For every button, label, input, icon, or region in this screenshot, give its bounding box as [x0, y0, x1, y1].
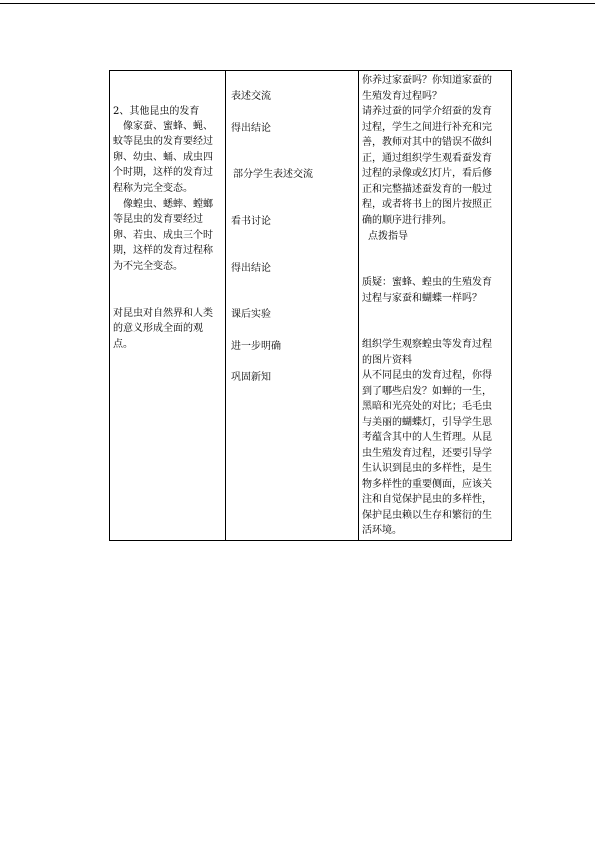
content-line: 卵、若虫、成虫三个时 [113, 230, 213, 241]
guidance-line: 正和完整描述蚕发育的一般过 [362, 184, 492, 195]
guidance-line: 程，或者将书上的图片按照正 [362, 199, 492, 210]
guidance-line: 你养过家蚕吗？你知道家蚕的 [362, 75, 492, 86]
guidance-line: 物多样性的重要侧面，应该关 [362, 479, 492, 490]
step-label: 巩固新知 [231, 372, 271, 383]
guidance-line: 请养过蚕的同学介绍蚕的发育 [362, 106, 492, 117]
step-label: 得出结论 [231, 123, 271, 134]
guidance-line: 过程与家蚕和蝴蝶一样吗？ [362, 293, 482, 304]
content-line: 对昆虫对自然界和人类 [113, 308, 213, 319]
step-label: 看书讨论 [231, 216, 271, 227]
column-divider [225, 71, 226, 540]
lesson-table [109, 70, 512, 541]
content-line: 像家蚕、蜜蜂、蝇、 [123, 121, 213, 132]
guidance-line: 到了哪些启发？如蝉的一生， [362, 386, 492, 397]
header-rule [0, 3, 595, 4]
step-label: 课后实验 [231, 309, 271, 320]
guidance-line: 质疑：蜜蜂、蝗虫的生殖发育 [362, 277, 492, 288]
guidance-line: 生认识到昆虫的多样性，是生 [362, 463, 492, 474]
content-line: 为不完全变态。 [113, 261, 183, 272]
guidance-line: 活环境。 [362, 525, 402, 536]
content-line: 程称为完全变态。 [113, 183, 193, 194]
content-line: 的意义形成全面的观 [113, 323, 203, 334]
step-label: 部分学生表述交流 [233, 169, 313, 180]
guidance-line: 生殖发育过程吗？ [362, 91, 442, 102]
guidance-line: 考蕴含其中的人生哲理。从昆 [362, 432, 492, 443]
guidance-line: 从不同昆虫的发育过程，你得 [362, 370, 492, 381]
guidance-line: 与美丽的蝴蝶灯，引导学生思 [362, 417, 492, 428]
content-line: 点。 [113, 339, 133, 350]
student-activity-column [231, 71, 355, 540]
guidance-line: 组织学生观察蝗虫等发育过程 [362, 339, 492, 350]
guidance-line: 的图片资料 [362, 355, 412, 366]
content-line: 蚊等昆虫的发育要经过 [113, 136, 213, 147]
content-line: 等昆虫的发育要经过 [113, 214, 203, 225]
content-line: 期，这样的发育过程称 [113, 245, 213, 256]
guidance-line: 虫生殖发育过程，还要引导学 [362, 448, 492, 459]
column-divider [358, 71, 359, 540]
step-label: 进一步明确 [231, 341, 281, 352]
guidance-line: 善，教师对其中的错误不做纠 [362, 137, 492, 148]
content-line: 像蝗虫、蟋蟀、螳螂 [123, 199, 213, 210]
content-column [113, 71, 223, 540]
guidance-line: 注和自觉保护昆虫的多样性， [362, 494, 492, 505]
content-line: 卵、幼虫、蛹、成虫四 [113, 152, 213, 163]
guidance-line: 过程的录像或幻灯片，看后修 [362, 168, 492, 179]
guidance-line: 过程，学生之间进行补充和完 [362, 122, 492, 133]
section-heading: 2、其他昆虫的发育 [113, 106, 200, 117]
content-line: 个时期，这样的发育过 [113, 167, 213, 178]
guidance-line: 正，通过组织学生观看蚕发育 [362, 153, 492, 164]
guidance-line: 确的顺序进行排列。 [362, 215, 452, 226]
guidance-line: 黑暗和光亮处的对比；毛毛虫 [362, 401, 492, 412]
teacher-guidance-column [362, 71, 510, 540]
step-label: 得出结论 [231, 263, 271, 274]
guidance-line: 点拨指导 [368, 231, 408, 242]
guidance-line: 保护昆虫赖以生存和繁衍的生 [362, 510, 492, 521]
step-label: 表述交流 [231, 91, 271, 102]
